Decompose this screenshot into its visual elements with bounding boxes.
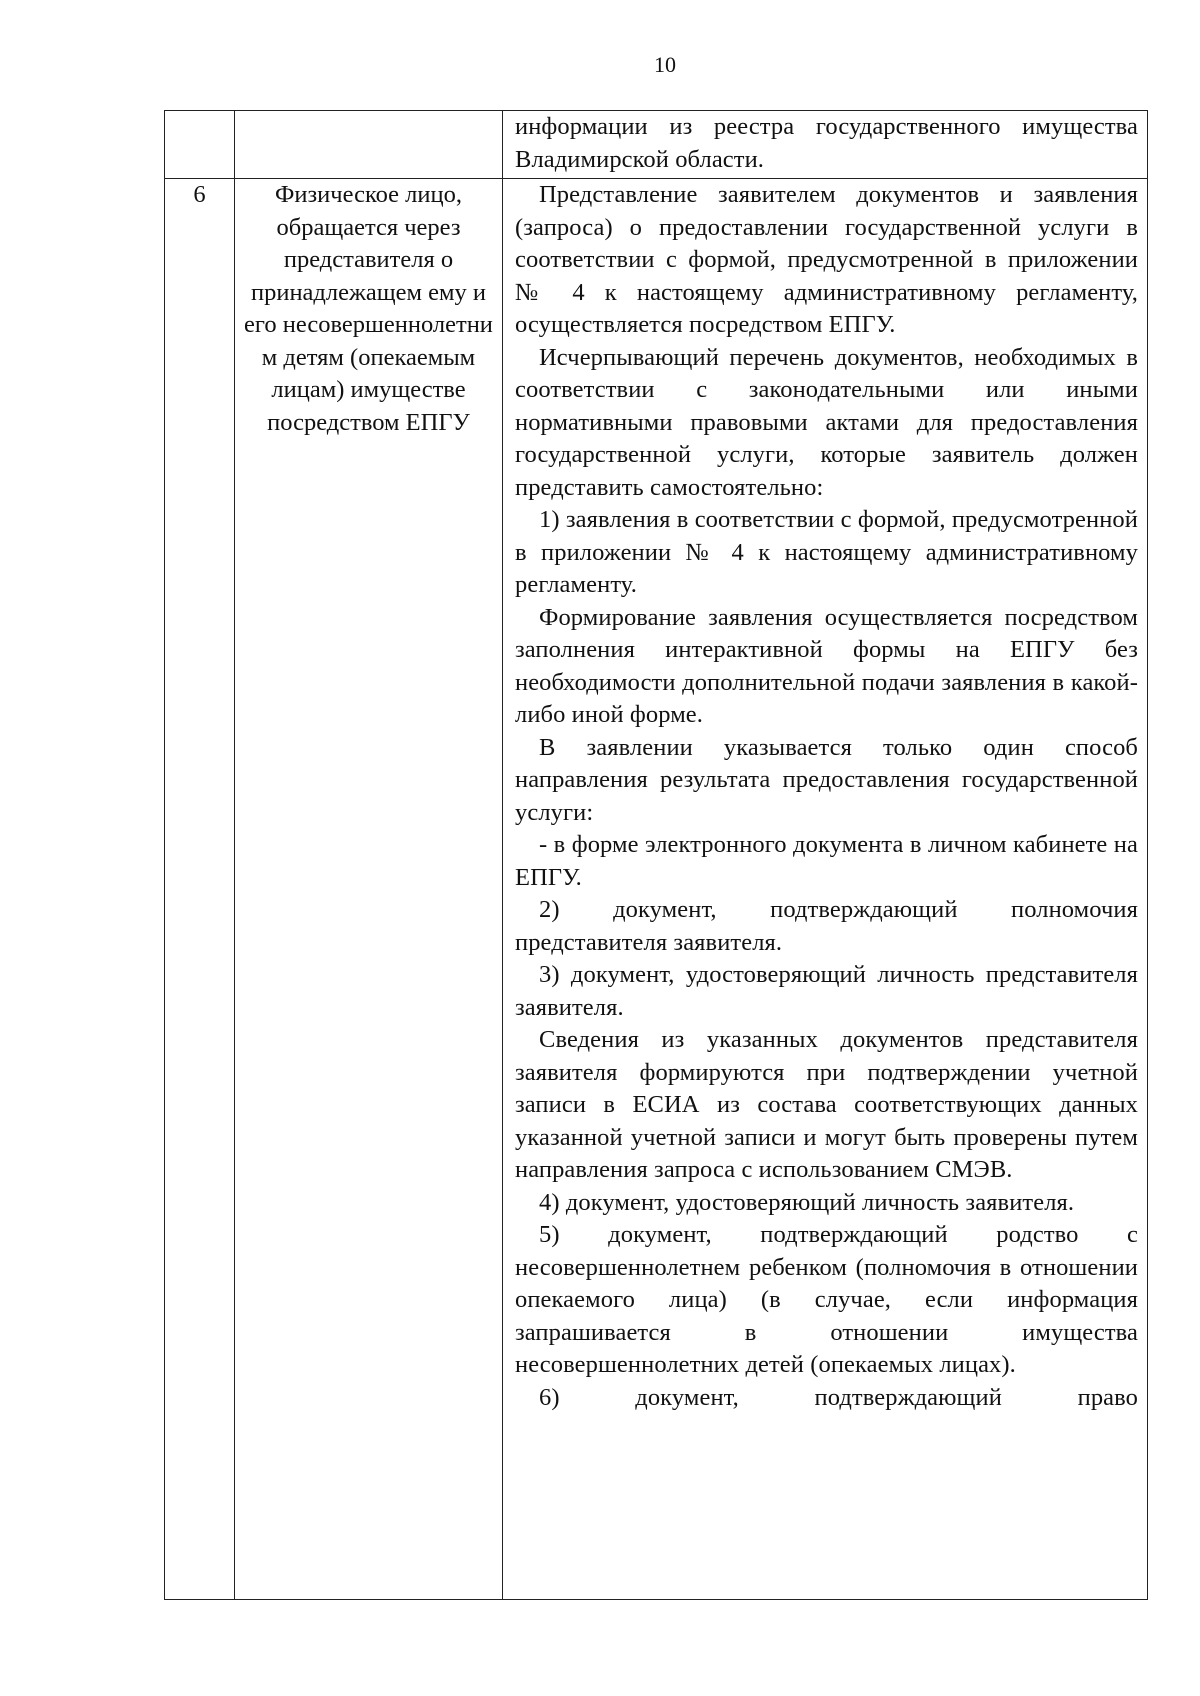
paragraph: Представление заявителем документов и заявления (запроса) о предоставлении государственной услуги в соответствии с формой, предусмотренной в приложении № 4 к настоящему административному регламенту, осуществляется посредством ЕПГУ. <box>515 181 1138 338</box>
list-item: 2) документ, подтверждающий полномочия представителя заявителя. <box>515 896 1138 956</box>
list-item: 1) заявления в соответствии с формой, предусмотренной в приложении № 4 к настоящему административному регламенту. <box>515 506 1138 598</box>
continuation-paragraph: информации из реестра государственного имущества Владимирской области. <box>515 113 1138 173</box>
list-item: 6) документ, подтверждающий право <box>539 1383 1138 1411</box>
list-item: 3) документ, удостоверяющий личность представителя заявителя. <box>515 961 1138 1021</box>
number-cell-empty <box>165 111 235 179</box>
list-item: 5) документ, подтверждающий родство с несовершеннолетнем ребенком (полномочия в отношении опекаемого лица) (в случае, если информация запрашивается в отношении имущества несовершеннолетних детей (опекаемых лицах). <box>515 1221 1138 1378</box>
paragraph: Сведения из указанных документов представителя заявителя формируются при подтверждении учетной записи в ЕСИА из состава соответствующих данных указанной учетной записи и могут быть проверены путем направления запроса с использованием СМЭВ. <box>515 1026 1138 1183</box>
applicant-cell-empty <box>235 111 503 179</box>
list-item: 4) документ, удостоверяющий личность заявителя. <box>539 1188 1075 1216</box>
content-cell <box>503 179 1148 1600</box>
list-item: - в форме электронного документа в личном кабинете на ЕПГУ. <box>515 831 1138 891</box>
paragraph: В заявлении указывается только один способ направления результата предоставления государственной услуги: <box>515 733 1138 826</box>
paragraph: Исчерпывающий перечень документов, необходимых в соответствии с законодательными или иными нормативными правовыми актами для предоставления государственной услуги, которые заявитель должен представить самостоятельно: <box>515 343 1138 501</box>
table-row <box>165 179 1148 1600</box>
applicant-description: Физическое лицо, обращается через представителя о принадлежащем ему и его несовершеннолетни м детям (опекаемым лицам) имуществе посредством ЕПГУ <box>235 179 503 1600</box>
row-number: 6 <box>165 179 235 1600</box>
page-number: 10 <box>654 52 676 77</box>
table-row-continuation <box>165 111 1148 179</box>
services-table <box>164 110 1148 1600</box>
paragraph: Формирование заявления осуществляется посредством заполнения интерактивной формы на ЕПГУ без необходимости дополнительной подачи заявления в какой-либо иной форме. <box>515 603 1138 728</box>
content-cell-continuation <box>503 111 1148 179</box>
